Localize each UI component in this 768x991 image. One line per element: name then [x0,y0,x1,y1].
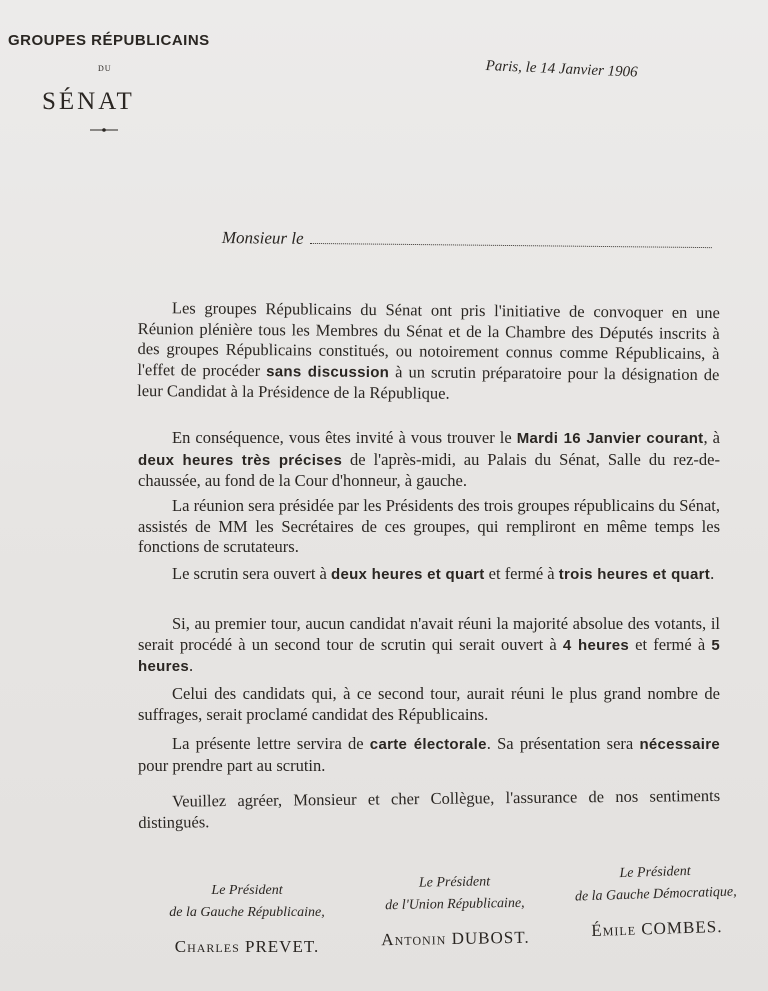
signature-title: Le Président [211,883,283,898]
text: Les groupes Républicains du Sénat ont pris l'initiative de convoquer en une Réunion plénière tous les Membres du Sénat et de la Chambre des Députés inscrits à des groupes Républicains constitués, ou notoirement connus comme Républicains, à l'effet de procéder [137,298,720,380]
org-du: DU [98,64,112,73]
signature-gauche-democratique [555,859,757,943]
paragraph-scrutin-hours [138,564,720,586]
ornament-divider [90,127,118,133]
paragraph-result: Celui des candidats qui, à ce second tour, aurait réuni le plus grand nombre de suffrages, serait proclamé candidat des Républicains. [138,684,720,724]
fill-in-line [310,229,712,248]
signature-group: de la Gauche Démocratique, [574,884,737,905]
salutation-text: Monsieur le [221,228,304,248]
bold-text: nécessaire [639,736,721,753]
signature-name: Émile COMBES. [591,916,723,941]
bold-text: deux heures très précises [138,451,343,469]
text: . [710,564,715,583]
paragraph-convocation [137,298,720,407]
signature-union-republicaine [359,870,550,951]
signature-group: de la Gauche Républicaine, [169,905,325,920]
text: . [189,656,194,675]
paragraph-second-tour [138,614,720,678]
text: Le scrutin sera ouvert à [172,564,331,583]
signature-gauche-republicaine [152,880,342,958]
text: Si, au premier tour, aucun candidat n'avait réuni la majorité absolue des votants, il serait procédé à un second tour de scrutin qui serait ouvert à [138,614,720,654]
paragraph-date-place [138,428,720,492]
bold-text: 4 heures [562,636,629,654]
signature-name: Charles PREVET. [174,937,320,956]
signature-group: de l'Union Républicaine, [385,895,525,914]
text: La présente lettre servira de [172,734,370,753]
bold-text: Mardi 16 Janvier courant [516,430,704,447]
signature-title: Le Président [418,874,491,891]
org-name: GROUPES RÉPUBLICAINS [8,32,210,49]
paragraph-carte [138,734,720,776]
signature-name: Antonin DUBOST. [381,927,530,950]
org-senat: SÉNAT [42,88,135,115]
text: , à [703,428,720,447]
paragraph-closing: Veuillez agréer, Monsieur et cher Collègue, l'assurance de nos sentiments distingués. [138,785,721,832]
bold-text: sans discussion [266,362,390,381]
bold-text: trois heures et quart [558,566,711,583]
paragraph-presidence: La réunion sera présidée par les Présidents des trois groupes républicains du Sénat, assistés de MM les Secrétaires de ces groupes, qui rempliront en même temps les fonctions de scrutateurs. [138,496,720,556]
text: En conséquence, vous êtes invité à vous trouver le [172,428,517,447]
salutation [222,228,712,253]
text: pour prendre part au scrutin. [138,755,326,775]
dateline: Paris, le 14 Janvier 1906 [485,58,638,81]
signature-title: Le Président [619,863,691,882]
bold-text: 5 heures [138,636,720,675]
text: . Sa présentation sera [486,734,640,753]
text: de l'après-midi, au Palais du Sénat, Salle du rez-de-chaussée, au fond de la Cour d'honneur, à gauche. [138,449,720,490]
bold-text: carte électorale [369,736,487,753]
bold-text: deux heures et quart [330,566,485,583]
text: et fermé à [484,564,559,583]
text: à un scrutin préparatoire pour la désignation de leur Candidat à la Présidence de la République. [137,361,720,403]
text: et fermé à [629,634,712,654]
